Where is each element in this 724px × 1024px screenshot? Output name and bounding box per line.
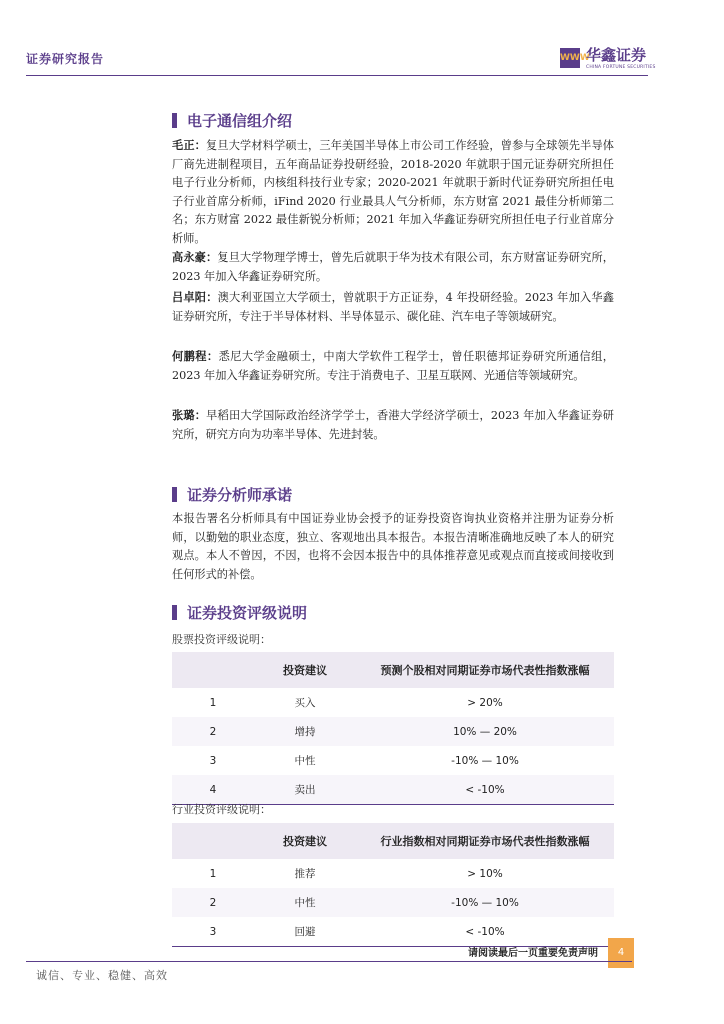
member-bio xyxy=(172,248,614,286)
company-motto: 诚信、专业、稳健、高效 xyxy=(36,969,168,982)
table-header-row xyxy=(172,652,614,688)
member-bio xyxy=(172,347,614,385)
member-bio xyxy=(172,136,614,248)
table-cell-advice: 中性 xyxy=(254,888,356,917)
member-bio xyxy=(172,406,614,444)
section-bar-icon xyxy=(172,487,177,502)
table-row xyxy=(172,717,614,746)
table-cell-range: -10% — 10% xyxy=(356,888,614,917)
table-cell-advice: 增持 xyxy=(254,717,356,746)
section-commitment-title-text: 证券分析师承诺 xyxy=(187,486,293,504)
stock-rating-table xyxy=(172,652,614,805)
section-rating-title-text: 证券投资评级说明 xyxy=(187,604,308,622)
report-type-label: 证券研究报告 xyxy=(26,52,105,66)
table-header-row xyxy=(172,823,614,859)
member-bio xyxy=(172,288,614,326)
industry-rating-caption: 行业投资评级说明： xyxy=(172,803,271,816)
table-cell-range: 10% — 20% xyxy=(356,717,614,746)
logo-mark-icon: WWW xyxy=(560,48,580,68)
member-name: 高永豪： xyxy=(172,250,218,264)
table-header-cell: 预测个股相对同期证券市场代表性指数涨幅 xyxy=(356,652,614,688)
member-name: 吕卓阳： xyxy=(172,290,218,304)
table-cell-range: > 10% xyxy=(467,867,503,880)
table-cell-index: 1 xyxy=(209,867,217,880)
table-row xyxy=(172,746,614,775)
table-row xyxy=(172,859,614,888)
commitment-text: 本报告署名分析师具有中国证券业协会授予的证券投资咨询执业资格并注册为证券分析师，以勤勉的职业态度，独立、客观地出具本报告。本报告清晰准确地反映了本人的研究观点。本人不曾因，不因，也将不会因本报告中的具体推荐意见或观点而直接或间接收到任何形式的补偿。 xyxy=(172,512,614,581)
table-cell-index: 3 xyxy=(172,917,254,947)
table-cell-index: 1 xyxy=(209,696,217,709)
section-bar-icon xyxy=(172,605,177,620)
table-row xyxy=(172,917,614,947)
table-header-cell: 行业指数相对同期证券市场代表性指数涨幅 xyxy=(356,823,614,859)
member-bio-text: 悉尼大学金融硕士，中南大学软件工程学士，曾任职德邦证券研究所通信组，2023 年加入华鑫证券研究所。专注于消费电子、卫星互联网、光通信等领域研究。 xyxy=(172,350,614,382)
member-name: 何鹏程： xyxy=(172,349,219,363)
table-cell-range: < -10% xyxy=(356,917,614,947)
table-cell-index: 2 xyxy=(172,717,254,746)
member-bio-text: 复旦大学物理学博士，曾先后就职于华为技术有限公司，东方财富证券研究所，2023 年加入华鑫证券研究所。 xyxy=(172,251,614,283)
section-bar-icon xyxy=(172,113,177,128)
table-header-cell: 投资建议 xyxy=(254,652,356,688)
logo-text-en: CHINA FORTUNE SECURITIES xyxy=(586,65,656,70)
member-bio-text: 早稻田大学国际政治经济学学士，香港大学经济学硕士，2023 年加入华鑫证券研究所，研究方向为功率半导体、先进封装。 xyxy=(172,409,614,441)
company-logo xyxy=(560,44,656,72)
table-header-cell: 投资建议 xyxy=(254,823,356,859)
page-number: 4 xyxy=(608,938,634,968)
section-rating-title xyxy=(172,602,307,623)
table-cell-range: -10% — 10% xyxy=(451,754,519,767)
footer-divider xyxy=(26,961,632,962)
member-name: 毛正： xyxy=(172,138,207,152)
table-cell-advice: 卖出 xyxy=(254,775,356,805)
industry-rating-table xyxy=(172,823,614,947)
section-commitment-title xyxy=(172,484,292,505)
table-cell-advice: 中性 xyxy=(294,755,316,767)
table-row xyxy=(172,688,614,717)
stock-rating-caption: 股票投资评级说明： xyxy=(172,633,271,646)
table-cell-index: 3 xyxy=(209,754,217,767)
table-cell-range: < -10% xyxy=(356,775,614,805)
header-divider xyxy=(26,75,648,76)
table-row xyxy=(172,888,614,917)
section-team-title xyxy=(172,110,292,131)
disclaimer-note: 请阅读最后一页重要免责声明 xyxy=(468,948,598,959)
section-team-title-text: 电子通信组介绍 xyxy=(187,112,293,130)
logo-text-cn: 华鑫证券 xyxy=(586,46,647,64)
table-cell-advice: 推荐 xyxy=(294,868,316,880)
table-cell-index: 2 xyxy=(172,888,254,917)
member-bio-text: 复旦大学材料学硕士，三年美国半导体上市公司工作经验，曾参与全球领先半导体厂商先进制程项目，五年商品证券投研经验，2018-2020 年就职于国元证券研究所担任电子行业分析师，内核组科技行业专家；2020-2021 年就职于新时代证券研究所担任电子行业首席分析师，iFind 2020 行业最具人气分析师，东方财富 2021 最佳分析师第二名；东方财富 2022 最佳新锐分析师；2021 年加入华鑫证券研究所担任电子行业首席分析师。 xyxy=(172,139,614,245)
table-cell-range: > 20% xyxy=(467,696,503,709)
table-header-cell xyxy=(172,652,254,688)
table-cell-index: 4 xyxy=(172,775,254,805)
table-cell-advice: 回避 xyxy=(254,917,356,947)
table-cell-advice: 买入 xyxy=(294,697,316,709)
member-bio-text: 澳大利亚国立大学硕士，曾就职于方正证券，4 年投研经验。2023 年加入华鑫证券研究所，专注于半导体材料、半导体显示、碳化硅、汽车电子等领域研究。 xyxy=(172,291,614,323)
table-header-cell xyxy=(172,823,254,859)
member-name: 张璐： xyxy=(172,408,207,422)
